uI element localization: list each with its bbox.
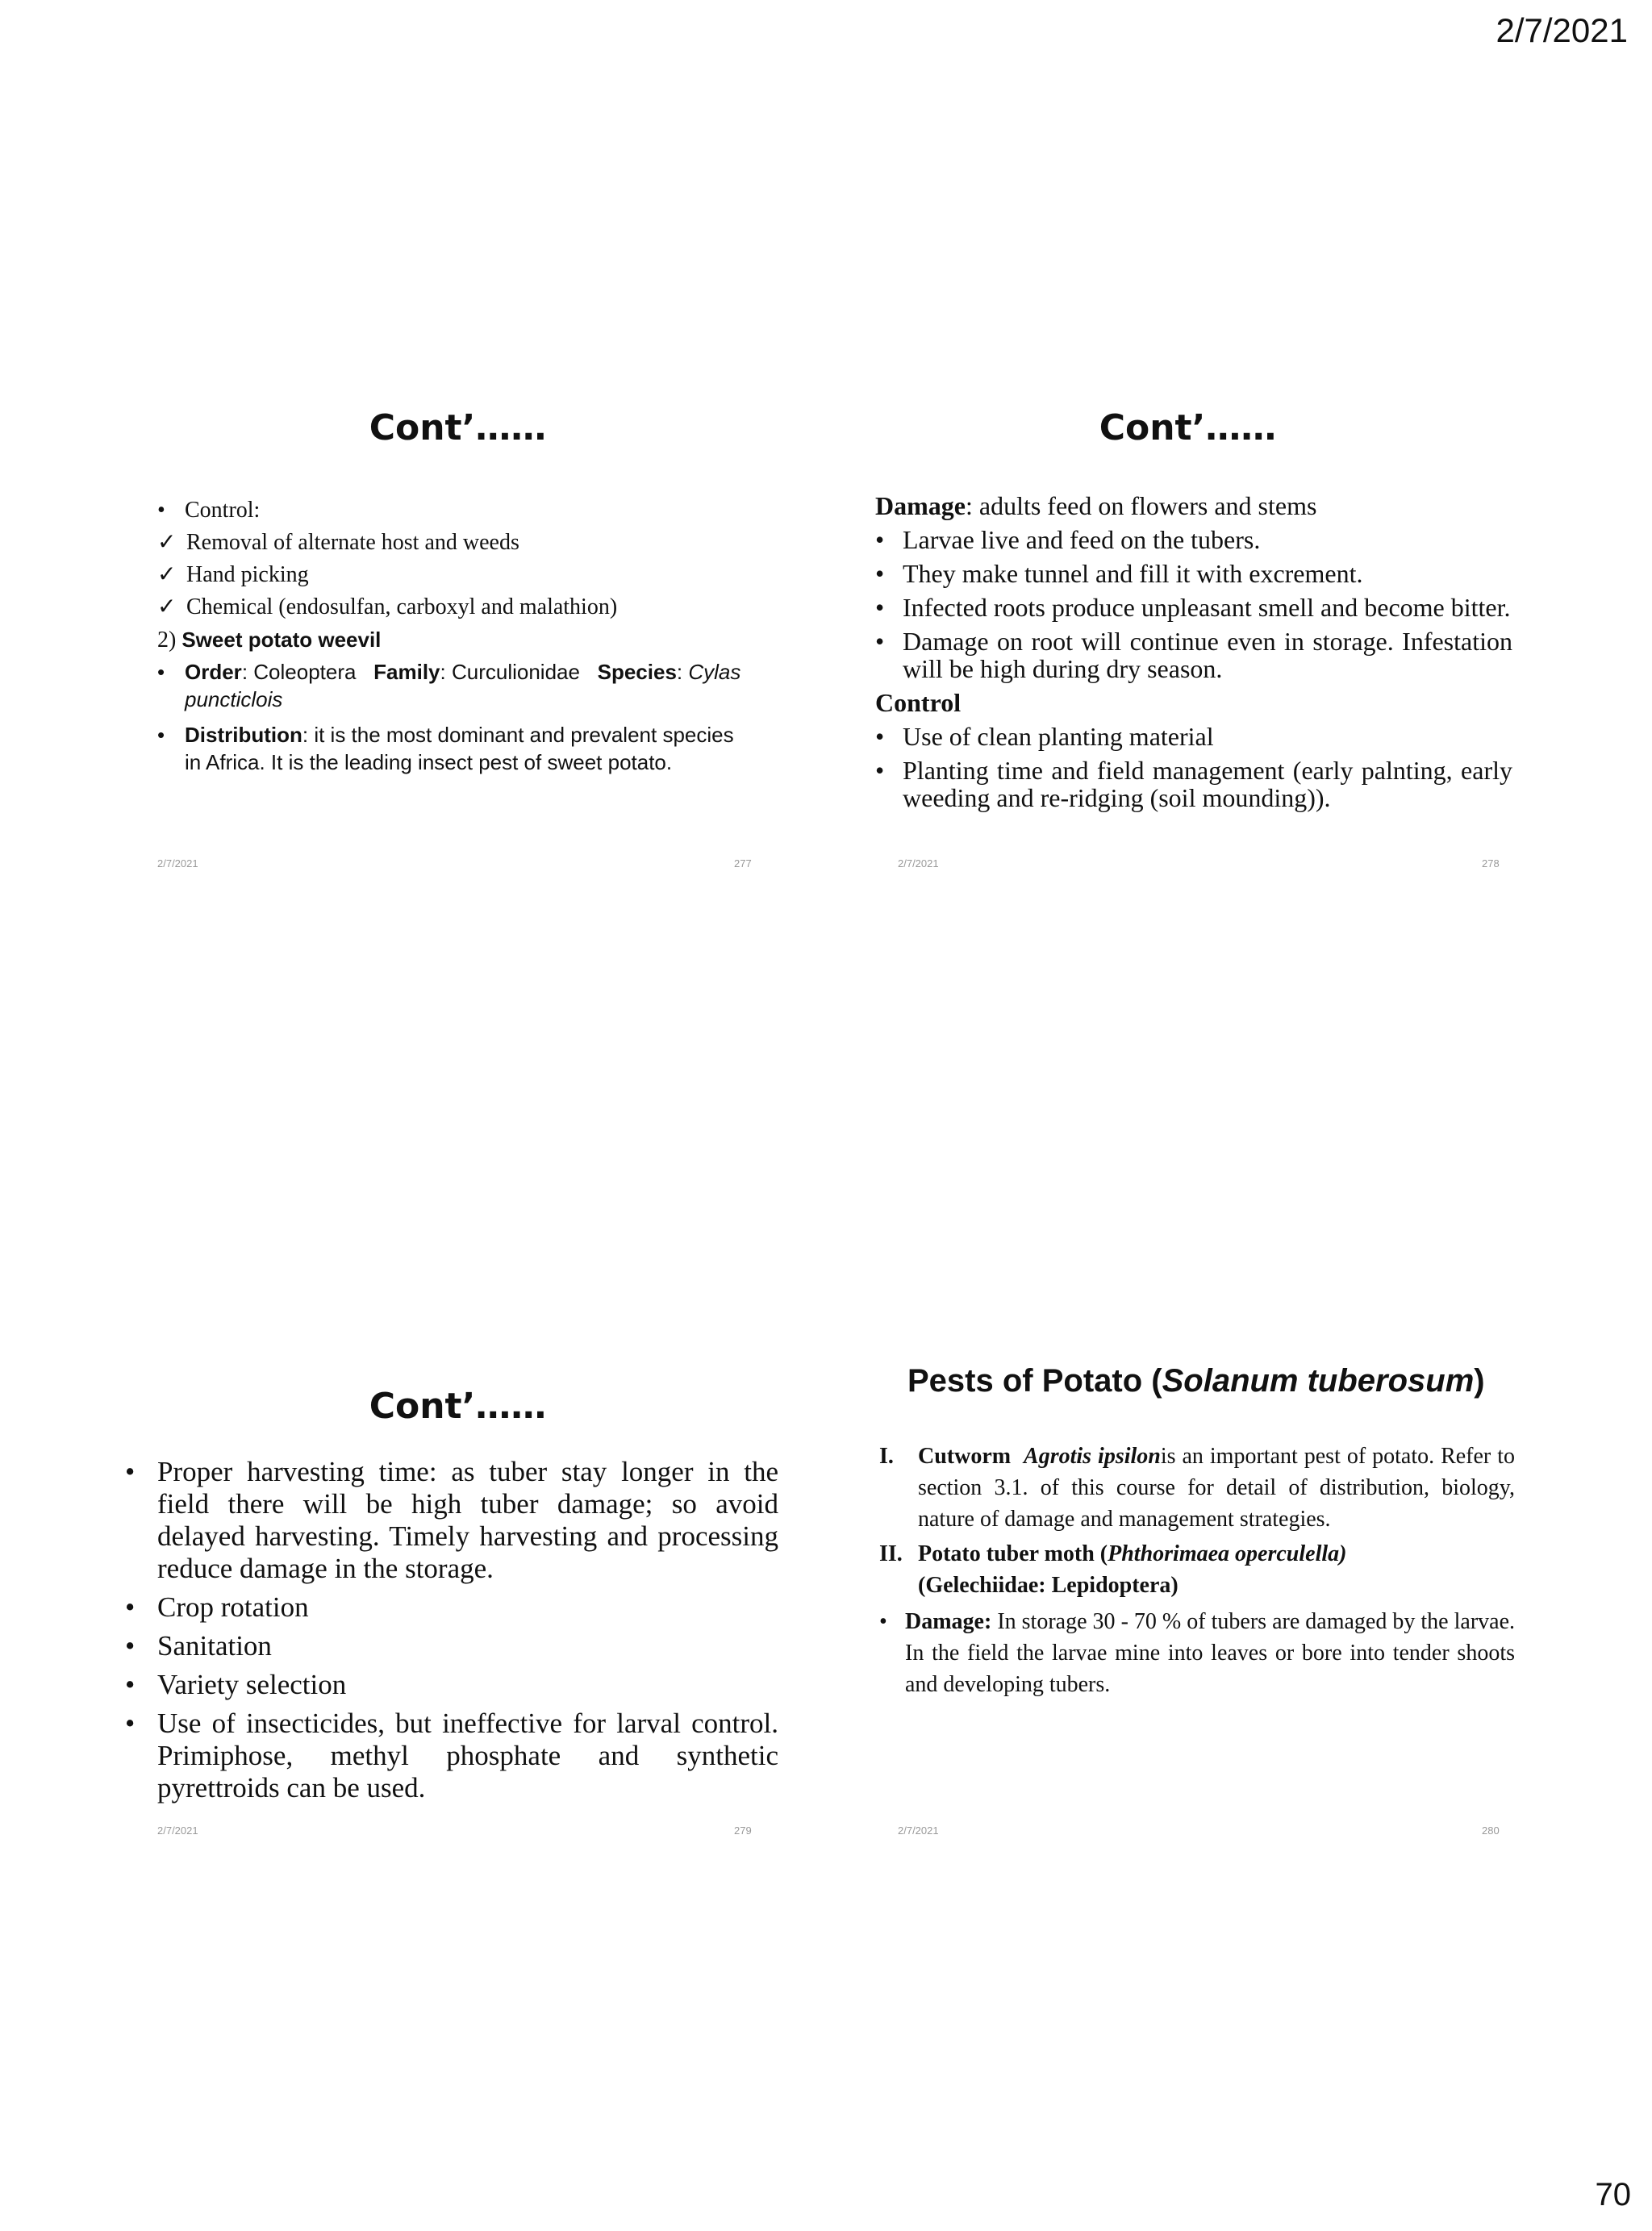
bullet-icon: •	[157, 498, 165, 523]
damage-bullet	[875, 594, 1512, 621]
bullet-icon: •	[879, 1609, 887, 1634]
slide-280	[875, 1363, 1625, 1837]
damage-bullet	[875, 560, 1512, 587]
bullet-text: Damage on root will continue even in storage. Infestation will be high during dry season.	[903, 627, 1512, 683]
title-species: Solanum tuberosum	[1162, 1363, 1475, 1399]
practice-bullet	[125, 1708, 778, 1804]
page-number: 70	[1595, 2177, 1631, 2212]
cutworm-species: Agrotis ipsilon	[1024, 1444, 1161, 1469]
control-bullet	[875, 757, 1512, 811]
bullet-icon: •	[125, 1591, 136, 1623]
family-label: Family	[373, 660, 440, 684]
slide-footer-number: 280	[1482, 1824, 1500, 1837]
practice-bullet	[125, 1669, 778, 1701]
practice-bullet	[125, 1630, 778, 1662]
bullet-icon: •	[875, 722, 885, 751]
tuber-moth-family: (Gelechiidae: Lepidoptera)	[918, 1573, 1179, 1598]
slide-title: Cont’……	[369, 407, 547, 448]
page-date: 2/7/2021	[1496, 11, 1628, 49]
weevil-title: Sweet potato weevil	[181, 628, 382, 652]
bullet-icon: •	[125, 1630, 136, 1662]
bullet-text: Use of clean planting material	[903, 722, 1214, 751]
slide-footer-date: 2/7/2021	[898, 1824, 939, 1837]
control-heading	[875, 689, 1512, 716]
tuber-moth-item	[879, 1538, 1515, 1601]
cutworm-item	[879, 1441, 1515, 1535]
slide-footer-date: 2/7/2021	[157, 1824, 198, 1837]
title-prefix: Pests of Potato (	[907, 1363, 1162, 1399]
tuber-moth-label: Potato tuber moth (	[918, 1541, 1108, 1566]
bullet-icon: •	[875, 593, 885, 622]
control-heading-text: Control	[875, 688, 962, 717]
family-value: : Curculionidae	[440, 660, 580, 684]
slide-278	[875, 407, 1625, 869]
bullet-icon: •	[875, 756, 885, 785]
check-item	[157, 559, 778, 591]
practice-bullet	[125, 1456, 778, 1585]
checkmark-icon: ✓	[157, 562, 177, 587]
bullet-icon: •	[157, 723, 165, 747]
order-value: : Coleoptera	[241, 660, 357, 684]
distribution-item	[157, 721, 749, 776]
checkmark-icon: ✓	[157, 594, 177, 619]
bullet-icon: •	[125, 1669, 136, 1700]
slide-title: Cont’……	[369, 1386, 547, 1427]
bullet-text: They make tunnel and fill it with excrement.	[903, 559, 1363, 588]
control-bullet	[875, 723, 1512, 750]
damage-text: : adults feed on flowers and stems	[965, 491, 1317, 520]
item-number: II.	[879, 1541, 903, 1566]
damage-bullet	[875, 526, 1512, 553]
bullet-text: Proper harvesting time: as tuber stay longer in the field there will be high tuber damage; so avoid delayed harvesting. Timely harvesting and processing reduce damage in the storage.	[157, 1456, 778, 1584]
slide-title	[907, 1363, 1485, 1399]
bullet-text: Planting time and field management (early palnting, early weeding and re-ridging (soil mounding)).	[903, 756, 1512, 812]
bullet-icon: •	[875, 627, 885, 656]
distribution-label: Distribution	[185, 723, 302, 747]
slide-footer-number: 279	[734, 1824, 752, 1837]
damage-line	[875, 492, 1512, 519]
damage-label: Damage:	[905, 1609, 992, 1634]
weevil-prefix: 2)	[157, 628, 182, 653]
slide-footer-date: 2/7/2021	[898, 857, 939, 869]
check-item	[157, 591, 778, 623]
bullet-icon: •	[125, 1708, 136, 1739]
bullet-icon: •	[875, 525, 885, 554]
order-label: Order	[185, 660, 242, 684]
bullet-icon: •	[157, 660, 165, 684]
practice-bullet	[125, 1591, 778, 1624]
damage-text: In storage 30 - 70 % of tubers are damaged by the larvae. In the field the larvae mine into leaves or bore into tender shoots and developing tubers.	[905, 1609, 1515, 1697]
bullet-text: Use of insecticides, but ineffective for larval control. Primiphose, methyl phosphate and synthetic pyrettroids can be used.	[157, 1708, 778, 1804]
check-text: Chemical (endosulfan, carboxyl and malathion)	[186, 594, 618, 619]
check-text: Hand picking	[186, 562, 309, 587]
checkmark-icon: ✓	[157, 530, 177, 555]
bullet-text: Infected roots produce unpleasant smell and become bitter.	[903, 593, 1511, 622]
slide-277	[145, 407, 895, 869]
slide-footer-number: 277	[734, 857, 752, 869]
title-suffix: )	[1474, 1363, 1485, 1399]
bullet-text: Larvae live and feed on the tubers.	[903, 525, 1261, 554]
item-number: I.	[879, 1444, 894, 1469]
bullet-text: Variety selection	[157, 1669, 347, 1700]
control-label: Control:	[185, 498, 261, 523]
bullet-text: Crop rotation	[157, 1591, 309, 1623]
bullet-icon: •	[875, 559, 885, 588]
distribution-text: : it is the most dominant and prevalent species in Africa. It is the leading insect pest of sweet potato.	[185, 723, 734, 774]
damage-label: Damage	[875, 491, 966, 520]
damage-item	[879, 1606, 1515, 1700]
bullet-text: Sanitation	[157, 1630, 272, 1662]
check-item	[157, 527, 778, 559]
tuber-moth-species: Phthorimaea operculella)	[1108, 1541, 1347, 1566]
slide-footer-date: 2/7/2021	[157, 857, 198, 869]
slide-279	[113, 1363, 920, 1837]
taxonomy-item: • Order: Coleoptera Family: Curculionidae Species: Cylas puncticlois	[157, 660, 741, 711]
slide-title: Cont’……	[1099, 407, 1277, 448]
weevil-heading	[157, 623, 778, 657]
species-label: Species	[597, 660, 677, 684]
check-text: Removal of alternate host and weeds	[186, 530, 519, 555]
species-value: Cylas puncticlois	[185, 660, 741, 711]
slide-footer-number: 278	[1482, 857, 1500, 869]
cutworm-label: Cutworm	[918, 1444, 1012, 1469]
cutworm-text: is an important pest of potato. Refer to section 3.1. of this course for detail of distribution, biology, nature of damage and management strategies.	[918, 1444, 1515, 1532]
bullet-icon: •	[125, 1456, 136, 1487]
damage-bullet	[875, 628, 1512, 682]
control-heading	[157, 494, 778, 527]
